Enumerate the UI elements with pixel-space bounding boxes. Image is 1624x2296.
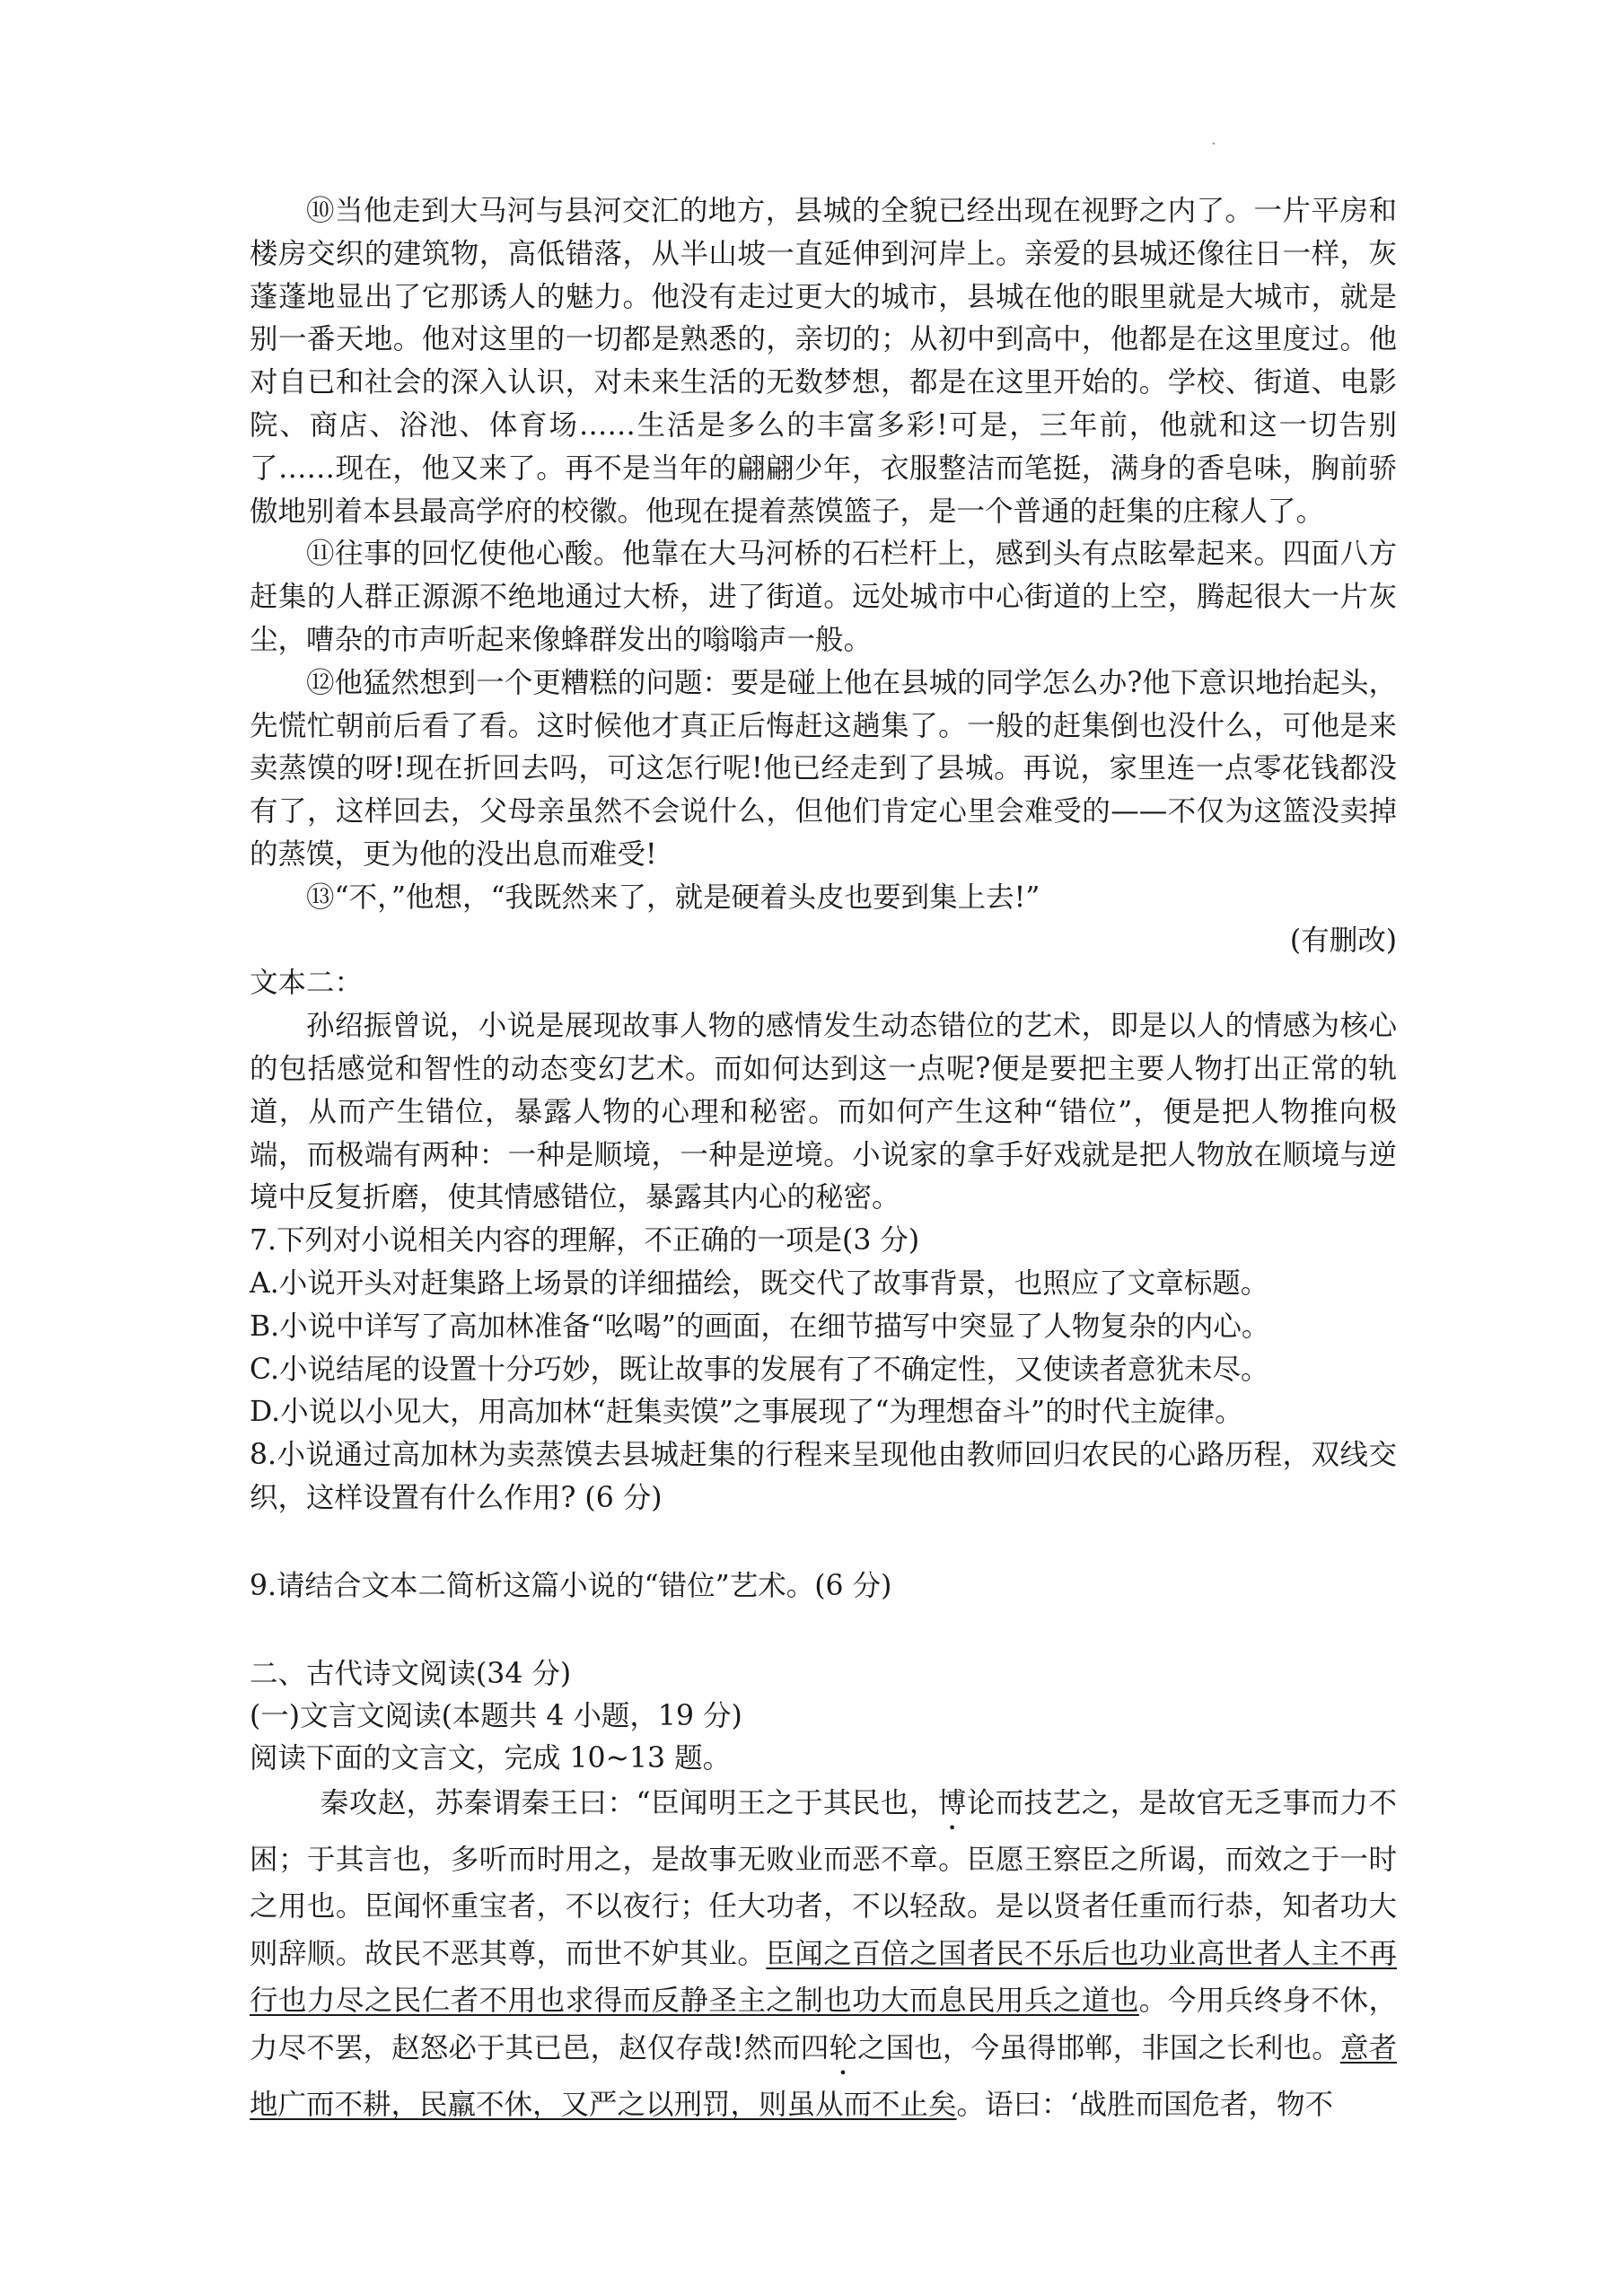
- section-2-header: [250, 1653, 1397, 1780]
- classical-text: 之国也，今虽得邯郸，非国之长利也。: [857, 2031, 1340, 2064]
- dotted-character: 轮: [829, 2031, 858, 2064]
- question-9: 9.请结合文本二简析这篇小说的“错位”艺术。(6 分): [250, 1569, 892, 1602]
- section-2-subtitle: (一)文言文阅读(本题共 4 小题，19 分): [250, 1699, 742, 1732]
- answer-space: [250, 1520, 1397, 1565]
- underlined-sentence: 意者地广而不耕，民羸不休，又严之以刑罚，则虽从而不止矣: [250, 2031, 1397, 2121]
- answer-space: [250, 1608, 1397, 1653]
- classical-text: 秦攻赵，苏秦谓秦王曰：“臣闻明王之于其民也，: [320, 1786, 938, 1819]
- page-content: [250, 190, 1397, 2128]
- question-7-option-c: C.小说结尾的设置十分巧妙，既让故事的发展有了不确定性，又使读者意犹未尽。: [250, 1353, 1269, 1386]
- source-note: (有删改): [1289, 924, 1397, 957]
- corner-mark: ·: [1211, 135, 1216, 153]
- question-7-option-b: B.小说中详写了高加林准备“吆喝”的画面，在细节描写中突显了人物复杂的内心。: [250, 1310, 1270, 1343]
- paragraph-12: ⑫他猛然想到一个更糟糕的问题：要是碰上他在县城的同学怎么办?他下意识地抬起头，先慌忙朝前后看了看。这时候他才真正后悔赶这趟集了。一般的赶集倒也没什么，可他是来卖蒸馍的呀!现在折回去吗，可这怎行呢!他已经走到了县城。再说，家里连一点零花钱都没有了，这样回去，父母亲虽然不会说什么，但他们肯定心里会难受的——不仅为这篮没卖掉的蒸馍，更为他的没出息而难受!: [250, 666, 1397, 871]
- paragraph-10: ⑩当他走到大马河与县河交汇的地方，县城的全貌已经出现在视野之内了。一片平房和楼房交织的建筑物，高低错落，从半山坡一直延伸到河岸上。亲爱的县城还像往日一样，灰蓬蓬地显出了它那诱人的魅力。他没有走过更大的城市，县城在他的眼里就是大城市，就是别一番天地。他对这里的一切都是熟悉的，亲切的；从初中到高中，他都是在这里度过。他对自已和社会的深入认识，对未来生活的无数梦想，都是在这里开始的。学校、街道、电影院、商店、浴池、体育场……生活是多么的丰富多彩!可是，三年前，他就和这一切告别了……现在，他又来了。再不是当年的翩翩少年，衣服整洁而笔挺，满身的香皂味，胸前骄傲地别着本县最高学府的校徽。他现在提着蒸馍篮子，是一个普通的赶集的庄稼人了。: [250, 195, 1397, 528]
- classical-text: 论而技艺之，是故官无乏事而力不困；于其言也，多听而时用之，是故事无败业而恶不章。臣愿王察臣之所谒，而效之于一时之用也。臣闻怀重宝者，不以夜行；任大功者，不以轻敌。是以贤者任重而行恭，知者功大则辞顺。故民不恶其尊，而世不妒其业。: [250, 1786, 1397, 1970]
- underlined-sentence: 臣闻之百倍之国者民不乐后也功业高世者人主不再行也力尽之民仁者不用也求得而反静圣主之制也功大而息民用兵之道也: [250, 1937, 1397, 2017]
- section-2-title: 二、古代诗文阅读(34 分): [250, 1657, 572, 1690]
- question-7-stem: 7.下列对小说相关内容的理解，不正确的一项是(3 分): [250, 1224, 920, 1258]
- question-8: 8.小说通过高加林为卖蒸馍去县城赶集的行程来呈现他由教师回归农民的心路历程，双线交织，这样设置有什么作用? (6 分): [250, 1439, 1397, 1514]
- paragraph-13: ⑬“不，”他想，“我既然来了，就是硬着头皮也要到集上去!”: [306, 881, 1040, 914]
- question-7-option-a: A.小说开头对赶集路上场景的详细描绘，既交代了故事背景，也照应了文章标题。: [250, 1266, 1269, 1300]
- question-7-option-d: D.小说以小见大，用高加林“赶集卖馍”之事展现了“为理想奋斗”的时代主旋律。: [250, 1396, 1243, 1429]
- section-2-instruction: 阅读下面的文言文，完成 10~13 题。: [250, 1741, 732, 1775]
- dotted-character: 博: [937, 1786, 967, 1819]
- paragraph-11: ⑪往事的回忆使他心酸。他靠在大马河桥的石栏杆上，感到头有点眩晕起来。四面八方赶集的人群正源源不绝地通过大桥，进了街道。远处城市中心街道的上空，腾起很大一片灰尘，嘈杂的市声听起来像蜂群发出的嗡嗡声一般。: [250, 538, 1397, 656]
- classical-passage: [250, 1780, 1397, 2129]
- text2-heading: 文本二：: [250, 967, 364, 1000]
- classical-text: 。今用兵终身不休，力尽不罢，赵怒必于其已邑，赵仅存哉!然而四: [250, 1985, 1397, 2064]
- text2-body: 孙绍振曾说，小说是展现故事人物的感情发生动态错位的艺术，即是以人的情感为核心的包括感觉和智性的动态变幻艺术。而如何达到这一点呢?便是要把主要人物打出正常的轨道，从而产生错位，暴露人物的心理和秘密。而如何产生这种“错位”，便是把人物推向极端，而极端有两种：一种是顺境，一种是逆境。小说家的拿手好戏就是把人物放在顺境与逆境中反复折磨，使其情感错位，暴露其内心的秘密。: [250, 1010, 1397, 1214]
- classical-text: 。语曰：‘战胜而国危者，物不: [956, 2088, 1334, 2121]
